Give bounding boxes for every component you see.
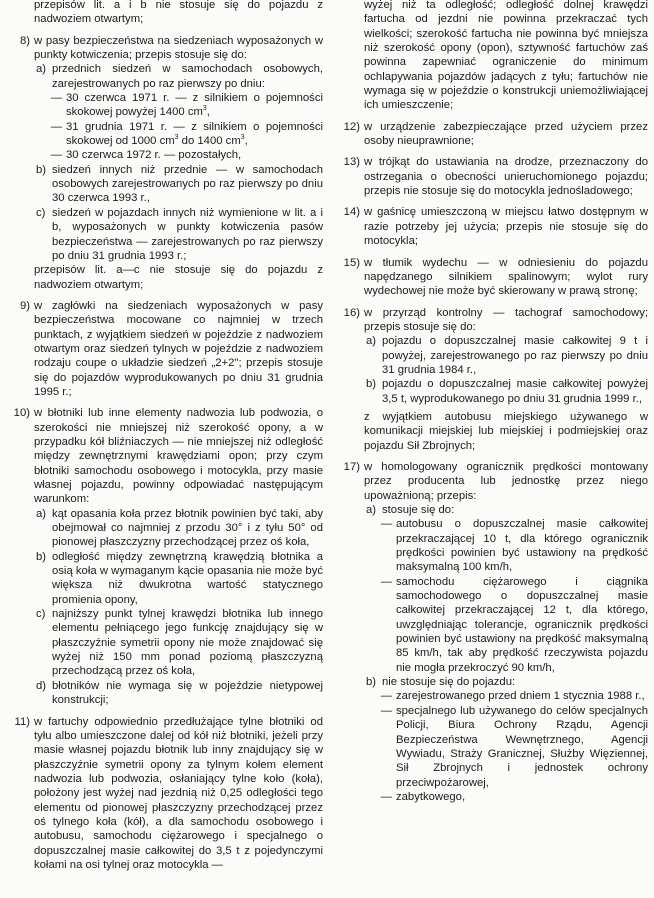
item-text: autobusu o dopuszczalnej masie całkowitej przekraczającej 10 t, dla którego ogranicznik prędkości powinien być ustawiony na prędkość maksymalną 100 km/h,	[396, 518, 648, 574]
item-text: w pasy bezpieczeństwa na siedzeniach wyposażonych w punkty kotwiczenia; przepis stosuje się do:	[34, 34, 323, 62]
dash-item	[8, 148, 323, 162]
item-text: z wyjątkiem autobusu miejskiego używanego w komunikacji miejskiej lub miejskiej i podmiejskiej oraz pojazdu Sił Zbrojnych;	[364, 410, 648, 452]
lettered-subitem	[8, 607, 323, 679]
item-number: 9)	[19, 299, 30, 312]
numbered-item	[8, 715, 323, 873]
item-letter: d)	[36, 679, 47, 692]
item-text: zabytkowego,	[396, 790, 466, 803]
dash-item	[338, 689, 648, 703]
lettered-subitem	[8, 163, 323, 206]
item-text: przepisów lit. a i b nie stosuje się do pojazdu z nadwoziem otwartym;	[34, 0, 323, 26]
item-text: w trójkąt do ustawiania na drodze, przeznaczony do ostrzegania o obecności unieruchomionego pojazdu; przepis nie stosuje się do motocykla jednośladowego;	[364, 156, 648, 198]
item-number: 17)	[343, 460, 360, 473]
item-letter: a)	[366, 335, 377, 348]
item-text: w zagłówki na siedzeniach wyposażonych w pasy bezpieczeństwa mocowane co najmniej w trzech punktach, z wyjątkiem siedzeń w pojeździe z nadwoziem otwartym oraz siedzeń tylnych w pojeździe z nadwoziem rodzaju coupe o układzie siedzeń „2+2"; przepis stosuje się do pojazdów wyprodukowanych po dniu 31 grudnia 1995 r.;	[34, 299, 323, 398]
dash-marker: —	[50, 120, 62, 133]
item-text: kąt opasania koła przez błotnik powinien być taki, aby obejmował co najmniej z przodu 30° i z tyłu 50° od pionowej płaszczyzny przechodzącej przez oś koła,	[52, 507, 323, 549]
numbered-item	[338, 256, 648, 299]
right-column	[338, 0, 648, 804]
dash-item	[338, 575, 648, 675]
dash-marker: —	[380, 518, 392, 531]
item-number: 13)	[343, 156, 360, 169]
lettered-subitem	[8, 550, 323, 607]
item-letter: a)	[36, 507, 47, 520]
item-letter: b)	[366, 676, 377, 689]
item-text: w gaśnicę umieszczoną w miejscu łatwo dostępnym w razie potrzeby jej użycia; przepis nie stosuje się do motocykla;	[364, 206, 648, 248]
item-text: odległość między zewnętrzną krawędzią błotnika a osią koła w wymaganym kącie opasania nie może być większa niż dwukrotna wartość statycznego promienia opony,	[52, 550, 323, 606]
item-text: w błotniki lub inne elementy nadwozia lub podwozia, o szerokości nie mniejszej niż szerokość opony, a w przypadku kół bliźniaczych — nie mniejszej niż odległość między zewnętrznymi krawędziami opon; przy czym błotniki samochodu osobowego i motocykla, przy masie własnej pojazdu, powinny odpowiadać następującym warunkom:	[34, 407, 323, 506]
item-text: 30 czerwca 1971 r. — z silnikiem o pojemności skokowej powyżej 1400 $cm^3$,	[66, 92, 323, 119]
item-letter: b)	[36, 163, 47, 176]
numbered-item	[8, 299, 323, 399]
paragraph-continuation	[8, 263, 323, 292]
item-text: stosuje się do:	[382, 504, 455, 516]
item-text: zarejestrowanego przed dniem 1 stycznia 1988 r.,	[396, 690, 645, 703]
item-letter: c)	[36, 206, 46, 219]
item-number: 10)	[13, 407, 30, 420]
item-text: 31 grudnia 1971 r. — z silnikiem o pojemności skokowej od 1000 $cm^3$ do 1400 $cm^3$,	[66, 120, 323, 148]
dash-marker: —	[50, 149, 62, 162]
item-text: specjalnego lub używanego do celów specjalnych Policji, Biura Ochrony Rządu, Agencji Bezpieczeństwa Wewnętrznego, Agencji Wywiadu, Straży Granicznej, Służby Więziennej, Sił Zbrojnych i jednostek ochrony przeciwpożarowej,	[396, 704, 648, 789]
item-number: 12)	[343, 120, 360, 133]
item-text: przepisów lit. a—c nie stosuje się do pojazdu z nadwoziem otwartym;	[34, 264, 323, 291]
paragraph-continuation	[338, 410, 648, 453]
dash-marker: —	[380, 690, 392, 703]
left-column	[8, 0, 323, 872]
lettered-subitem	[338, 377, 648, 406]
item-text: nie stosuje się do pojazdu:	[382, 676, 516, 689]
item-text: błotników nie wymaga się w pojeździe nietypowej konstrukcji;	[52, 679, 323, 707]
lettered-subitem	[338, 334, 648, 377]
item-text: wyżej niż ta odległość; odległość dolnej krawędzi fartucha od jezdni nie powinna przekraczać tych wielkości; szerokość fartucha nie powinna być mniejsza niż szerokość opony (opon), sztywność fartuchów zaś powinna zapewniać ograniczenie do minimum ochlapywania pojazdów jadących z tyłu; fartuchów nie wymaga się w pojeździe o konstrukcji uniemożliwiającej ich umieszczenie;	[364, 0, 648, 112]
dash-marker: —	[380, 704, 392, 717]
lettered-subitem	[8, 206, 323, 263]
item-letter: c)	[36, 608, 46, 621]
dash-marker: —	[50, 92, 62, 105]
item-letter: b)	[36, 550, 47, 563]
item-text: w fartuchy odpowiednio przedłużające tylne błotniki od tyłu albo umieszczone dalej od kół niż błotniki, jeżeli przy masie własnej pojazdu błotnik lub inny znajdujący się w płaszczyźnie symetrii opony za tylnym kołem element nadwozia lub podwozia, osłaniający tylne koło (koła), położony jest wyżej nad jezdnią niż 0,25 odległości tego elementu od pionowej płaszczyzny przechodzącej przez oś tylnego koła (kół), a dla samochodu osobowego i autobusu, samochodu ciężarowego i specjalnego o dopuszczalnej masie całkowitej do 3,5 t z pojedynczymi kołami na osi tylnej oraz motocykla —	[34, 715, 323, 871]
lettered-subitem	[8, 62, 323, 91]
dash-marker: —	[380, 575, 392, 588]
item-text: w tłumik wydechu — w odniesieniu do pojazdu napędzanego silnikiem spalinowym; wylot rury wydechowej nie może być skierowany w prawą stronę;	[364, 256, 648, 298]
item-number: 16)	[343, 306, 360, 319]
dash-item	[338, 790, 648, 804]
item-letter: a)	[366, 504, 377, 516]
paragraph-continuation	[8, 0, 323, 27]
item-text: w przyrząd kontrolny — tachograf samochodowy; przepis stosuje się do:	[364, 306, 648, 333]
dash-item	[338, 517, 648, 574]
dash-marker: —	[380, 790, 392, 803]
item-text: w urządzenie zabezpieczające przed użyciem przez osoby nieuprawnione;	[364, 120, 648, 148]
numbered-item	[8, 406, 323, 506]
item-text: siedzeń innych niż przednie — w samochodach osobowych zarejestrowanych po raz pierwszy po dniu 30 czerwca 1993 r.,	[52, 163, 323, 205]
item-text: samochodu ciężarowego i ciągnika samochodowego o dopuszczalnej masie całkowitej przekraczającej 12 t, dla którego, uwzględniając tolerancje, ogranicznik prędkości powinien być ustawiony na prędkość maksymalną 85 km/h, tak aby prędkość rzeczywista pojazdu nie mogła przekroczyć 90 km/h,	[396, 575, 648, 674]
item-text: pojazdu o dopuszczalnej masie całkowitej 9 t i powyżej, zarejestrowanego po raz pierwszy po dniu 31 grudnia 1984 r.,	[382, 335, 648, 376]
item-text: najniższy punkt tylnej krawędzi błotnika lub innego elementu pełniącego jego funkcję znajdujący się w płaszczyźnie symetrii opony nie może znajdować się wyżej niż 150 mm ponad poziomą płaszczyzną przechodzącą przez oś koła,	[52, 608, 323, 678]
item-number: 14)	[343, 206, 360, 219]
item-text: 30 czerwca 1972 r. — pozostałych,	[66, 149, 242, 162]
item-text: pojazdu o dopuszczalnej masie całkowitej powyżej 3,5 t, wyprodukowanego po dniu 31 grudnia 1999 r.,	[382, 378, 648, 405]
item-letter: b)	[366, 378, 377, 391]
item-text: w homologowany ogranicznik prędkości montowany przez producenta lub jednostkę przez niego upoważnioną; przepis:	[364, 460, 648, 502]
item-text: siedzeń w pojazdach innych niż wymienione w lit. a i b, wyposażonych w punkty kotwiczenia pasów bezpieczeństwa — zarejestrowanych po raz pierwszy po dniu 31 grudnia 1993 r.;	[52, 206, 323, 262]
lettered-subitem	[8, 507, 323, 550]
item-letter: a)	[36, 63, 47, 76]
lettered-subitem	[338, 675, 648, 689]
dash-item	[8, 91, 323, 120]
numbered-item	[338, 155, 648, 198]
numbered-item	[338, 205, 648, 248]
item-text: przednich siedzeń w samochodach osobowych, zarejestrowanych po raz pierwszy po dniu:	[52, 63, 323, 90]
dash-item	[338, 704, 648, 790]
item-number: 11)	[14, 715, 30, 728]
lettered-subitem	[338, 503, 648, 517]
item-number: 8)	[19, 34, 30, 47]
lettered-subitem	[8, 679, 323, 708]
numbered-item	[338, 306, 648, 335]
numbered-item	[338, 120, 648, 149]
numbered-item	[338, 460, 648, 503]
numbered-item	[8, 34, 323, 63]
paragraph-continuation	[338, 0, 648, 113]
item-number: 15)	[343, 256, 360, 269]
dash-item	[8, 120, 323, 149]
